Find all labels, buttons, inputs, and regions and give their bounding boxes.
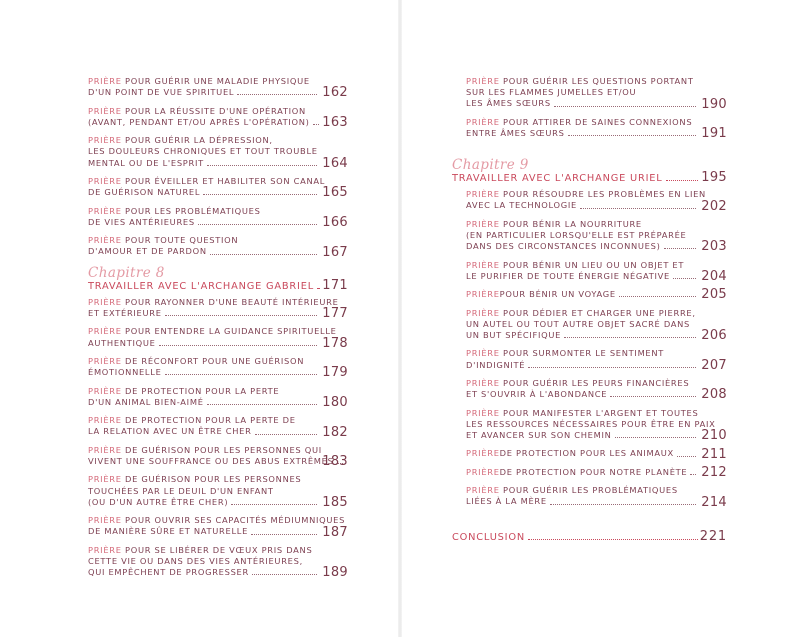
dot-leader [677, 456, 696, 457]
toc-entry[interactable] [88, 545, 348, 579]
toc-entry-line [466, 189, 706, 200]
toc-entry-line [88, 567, 320, 578]
toc-entry-line-text: CETTE VIE OU DANS DES VIES ANTÉRIEURES, [88, 555, 303, 566]
keyword-priere: PRIÈRE [466, 116, 500, 127]
dot-leader [207, 404, 317, 405]
toc-entry-line-text: AVEC LA TECHNOLOGIE [466, 200, 577, 211]
toc-entry-line [466, 485, 699, 496]
left-toc-column [88, 76, 348, 586]
toc-entry-line [88, 106, 320, 117]
page-number: 163 [322, 115, 348, 130]
toc-entry-line-text: D'UN POINT DE VUE SPIRITUEL [88, 87, 235, 98]
page-number: 162 [322, 85, 348, 101]
toc-entry[interactable] [88, 206, 348, 228]
toc-entry-line [88, 415, 320, 426]
toc-entry-line-text: DE PROTECTION POUR LA PERTE DE [125, 415, 296, 426]
keyword-priere: PRIÈRE [466, 485, 500, 496]
keyword-priere: PRIÈRE [88, 105, 122, 116]
dot-leader [165, 374, 317, 375]
toc-entry[interactable] [466, 446, 727, 462]
toc-entry-line-text: POUR ENTENDRE LA GUIDANCE SPIRITUELLE [125, 326, 337, 337]
toc-entry-line-text: DE RÉCONFORT POUR UNE GUÉRISON [125, 355, 305, 366]
dot-leader [528, 539, 698, 540]
dot-leader [255, 434, 317, 435]
toc-entry-line [88, 545, 320, 556]
toc-entry-line [88, 326, 337, 337]
toc-entry-text [88, 326, 337, 348]
toc-entry-text [466, 348, 699, 370]
toc-entry-line [466, 219, 699, 230]
toc-entry-text [88, 135, 320, 169]
toc-entry-line-text: (OU D'UN AUTRE ÊTRE CHER) [88, 496, 229, 507]
toc-entry-text [466, 76, 699, 110]
toc-entry-line [88, 117, 320, 128]
toc-entry-line-text: D'AMOUR ET DE PARDON [88, 246, 207, 257]
page-number: 204 [701, 269, 727, 284]
dot-leader [615, 437, 696, 438]
toc-entry-line-text: (AVANT, PENDANT ET/OU APRÈS L'OPÉRATION) [88, 116, 310, 127]
toc-entry-line [466, 360, 699, 371]
keyword-priere: PRIÈRE [466, 259, 500, 270]
toc-entry-line [88, 175, 326, 187]
dot-leader [664, 248, 696, 249]
toc-entry-line [88, 515, 346, 526]
left-entries-top [88, 76, 348, 258]
toc-entry-line [88, 135, 320, 146]
toc-entry-line-text: POUR TOUTE QUESTION [125, 235, 239, 246]
keyword-priere: PRIÈRE [466, 307, 500, 318]
dot-leader [690, 474, 696, 475]
toc-entry-text [88, 444, 334, 467]
toc-entry-line [466, 418, 716, 430]
toc-entry-line-text: (EN PARTICULIER LORSQU'ELLE EST PRÉPARÉE [466, 230, 687, 240]
dot-leader [580, 208, 696, 209]
keyword-priere: PRIÈRE [466, 218, 500, 229]
toc-entry-line-text: POUR LES PROBLÉMATIQUES [125, 205, 261, 216]
page-number: 190 [701, 96, 727, 112]
toc-entry-line [88, 87, 320, 98]
toc-entry[interactable] [466, 464, 727, 480]
chapter-9-label: Chapitre 9 [452, 157, 529, 174]
toc-entry-line-text: SUR LES FLAMMES JUMELLES ET/OU [466, 87, 637, 98]
toc-entry-line [466, 289, 699, 300]
toc-entry-line [466, 389, 699, 400]
keyword-priere: PRIÈRE [466, 448, 500, 459]
toc-entry[interactable] [88, 415, 348, 440]
toc-entry[interactable] [466, 189, 727, 214]
page-number: 180 [322, 394, 348, 410]
toc-entry-line [88, 296, 339, 308]
toc-entry[interactable] [88, 355, 348, 381]
toc-entry-line-text: LES DOULEURS CHRONIQUES ET TOUT TROUBLE [88, 146, 318, 157]
page-number: 164 [322, 155, 348, 171]
chapter-page-number: 171 [322, 277, 348, 293]
toc-entry-line-text: DE GUÉRISON NATUREL [88, 187, 201, 198]
toc-entry-line [466, 241, 699, 252]
toc-entry[interactable] [88, 444, 348, 470]
toc-entry-line-text: AUTHENTIQUE [88, 337, 156, 348]
toc-entry-line-text: UN AUTEL OU TOUT AUTRE OBJET SACRÉ DANS [466, 318, 691, 329]
toc-entry-line [466, 128, 699, 139]
toc-entry[interactable] [466, 348, 727, 373]
toc-entry-text [88, 415, 320, 437]
toc-entry-line-text: TOUCHÉES PAR LE DEUIL D'UN ENFANT [88, 485, 274, 496]
toc-entry-line [466, 76, 699, 87]
toc-entry-line [88, 526, 320, 537]
left-entries-chapter [88, 297, 348, 579]
toc-entry-text [466, 219, 699, 253]
toc-entry[interactable] [466, 308, 727, 342]
keyword-priere: PRIÈRE [466, 377, 500, 388]
toc-entry-line-text: DE PROTECTION POUR LA PERTE [125, 385, 280, 396]
toc-entry-line [88, 445, 320, 456]
dot-leader [666, 180, 698, 181]
toc-entry-line [466, 467, 699, 478]
page-number: 191 [701, 126, 727, 142]
page-number: 182 [322, 424, 348, 440]
toc-entry-line [466, 87, 699, 98]
conclusion-page-number: 221 [699, 528, 727, 544]
page-number: 167 [322, 244, 348, 260]
dot-leader [554, 106, 696, 107]
toc-entry-line-text: LE PURIFIER DE TOUTE ÉNERGIE NÉGATIVE [466, 270, 670, 281]
chapter-8-label: Chapitre 8 [88, 264, 165, 281]
toc-entry-line [88, 308, 320, 319]
toc-entry-line-text: POUR BÉNIR UN VOYAGE [499, 289, 616, 300]
dot-leader [313, 124, 319, 125]
toc-entry-line [88, 455, 334, 467]
keyword-priere: PRIÈRE [88, 544, 122, 555]
right-toc-column [452, 76, 727, 543]
dot-leader [619, 296, 696, 297]
toc-entry-line [466, 448, 699, 459]
toc-entry-line-text: POUR BÉNIR LA NOURRITURE [503, 218, 642, 229]
toc-entry[interactable] [88, 175, 348, 201]
dot-leader [198, 224, 317, 225]
page-number: 212 [701, 464, 727, 480]
keyword-priere: PRIÈRE [88, 135, 122, 146]
toc-entry-text [88, 175, 326, 198]
toc-entry-line-text: POUR BÉNIR UN LIEU OU UN OBJET ET [503, 259, 685, 270]
toc-entry-line-text: POUR GUÉRIR UNE MALADIE PHYSIQUE [125, 76, 310, 86]
toc-entry-line-text: QUI EMPÊCHENT DE PROGRESSER [88, 567, 249, 578]
toc-entry-line-text: ET AVANCER SUR SON CHEMIN [466, 429, 612, 440]
toc-entry-text [88, 545, 320, 579]
toc-entry-line [466, 230, 699, 241]
keyword-priere: PRIÈRE [88, 175, 122, 186]
page-number: 183 [322, 454, 348, 470]
toc-entry-line-text: POUR GUÉRIR LES PEURS FINANCIÈRES [503, 377, 690, 388]
keyword-priere: PRIÈRE [88, 415, 122, 426]
toc-entry-line [88, 158, 320, 169]
toc-entry-line-text: DANS DES CIRCONSTANCES INCONNUES) [466, 241, 661, 252]
toc-entry-line [466, 408, 699, 419]
page-number: 187 [322, 524, 348, 540]
page-number: 202 [701, 198, 727, 214]
keyword-priere: PRIÈRE [466, 466, 500, 477]
toc-entry-line [466, 98, 699, 109]
right-entries-top [466, 76, 727, 142]
toc-entry-line [88, 426, 320, 437]
toc-entry-line [88, 497, 320, 508]
keyword-priere: PRIÈRE [466, 76, 500, 86]
toc-entry-line-text: LIÉES À LA MÈRE [466, 496, 547, 507]
chapter-8-title[interactable] [88, 277, 348, 293]
toc-entry[interactable] [88, 106, 348, 128]
keyword-priere: PRIÈRE [466, 189, 500, 200]
toc-entry-line [88, 217, 320, 228]
toc-entry[interactable] [88, 386, 348, 408]
page-number: 165 [322, 185, 348, 201]
toc-entry[interactable] [466, 219, 727, 253]
toc-entry-line [88, 486, 320, 497]
chapter-title-text: TRAVAILLER AVEC L'ARCHANGE GABRIEL [88, 280, 314, 292]
keyword-priere: PRIÈRE [88, 385, 122, 396]
page-number: 214 [701, 494, 727, 510]
toc-entry-line-text: LES ÂMES SŒURS [466, 98, 551, 109]
chapter-title-text: TRAVAILLER AVEC L'ARCHANGE URIEL [452, 173, 663, 185]
toc-entry-line-text: POUR ÉVEILLER ET HABILITER SON CANAL [125, 175, 326, 186]
conclusion-title: CONCLUSION [452, 531, 526, 543]
toc-entry-line-text: D'UN ANIMAL BIEN-AIMÉ [88, 396, 204, 407]
toc-entry-line-text: DE VIES ANTÉRIEURES [88, 216, 195, 227]
toc-entry[interactable] [466, 116, 727, 142]
dot-leader [231, 504, 317, 505]
toc-entry-text [88, 356, 320, 378]
page-number: 206 [701, 328, 727, 344]
toc-entry-line-text: DE PROTECTION POUR NOTRE PLANÈTE [499, 466, 688, 477]
right-entries-chapter [466, 189, 727, 510]
dot-leader [203, 194, 317, 195]
toc-entry[interactable] [88, 135, 348, 169]
page-number: 208 [701, 387, 727, 403]
keyword-priere: PRIÈRE [466, 407, 500, 418]
page-number: 166 [322, 214, 348, 230]
toc-entry-line [466, 260, 699, 271]
toc-entry-line [466, 496, 699, 507]
toc-entry-text [466, 485, 699, 507]
toc-entry-text [88, 474, 320, 508]
dot-leader [610, 396, 696, 397]
toc-entry[interactable] [466, 485, 727, 510]
page-number: 189 [322, 565, 348, 581]
toc-entry[interactable] [466, 377, 727, 403]
toc-entry-line-text: ÉMOTIONNELLE [88, 367, 162, 378]
toc-entry-line-text: POUR GUÉRIR LES QUESTIONS PORTANT [503, 76, 694, 86]
toc-entry-line [466, 117, 699, 128]
dot-leader [528, 367, 696, 368]
keyword-priere: PRIÈRE [88, 326, 122, 337]
dot-leader [673, 278, 696, 279]
toc-entry-line-text: UN BUT SPÉCIFIQUE [466, 329, 562, 340]
toc-entry-text [466, 260, 699, 282]
toc-entry-line-text: POUR GUÉRIR LA DÉPRESSION, [125, 135, 273, 146]
toc-entry[interactable] [88, 296, 348, 322]
page-number: 177 [322, 306, 348, 322]
toc-entry-line [466, 319, 699, 330]
dot-leader [564, 337, 696, 338]
toc-entry-line-text: DE PROTECTION POUR LES ANIMAUX [499, 448, 674, 459]
keyword-priere: PRIÈRE [88, 474, 122, 485]
toc-entry-text [466, 308, 699, 342]
toc-entry[interactable] [466, 76, 727, 110]
keyword-priere: PRIÈRE [466, 348, 500, 359]
toc-entry-line-text: DE MANIÈRE SÛRE ET NATURELLE [88, 526, 249, 537]
toc-entry-line [88, 474, 320, 485]
toc-entry-text [88, 206, 320, 228]
toc-entry-line-text: POUR RÉSOUDRE LES PROBLÈMES EN LIEN [503, 189, 706, 200]
toc-entry-text [466, 289, 699, 300]
dot-leader [317, 288, 319, 289]
toc-entry-line-text: MENTAL OU DE L'ESPRIT [88, 157, 204, 168]
toc-entry-text [466, 189, 706, 211]
toc-entry-line [466, 430, 699, 441]
keyword-priere: PRIÈRE [88, 76, 122, 86]
toc-entry-text [466, 467, 699, 478]
dot-leader [237, 94, 317, 95]
toc-entry-line [466, 330, 699, 341]
toc-entry-line-text: POUR SURMONTER LE SENTIMENT [503, 348, 665, 359]
toc-entry-text [466, 117, 699, 139]
page-number: 185 [322, 494, 348, 510]
toc-entry-line [466, 200, 699, 211]
toc-entry-line [88, 397, 320, 408]
toc-entry-line-text: POUR ATTIRER DE SAINES CONNEXIONS [503, 116, 693, 127]
toc-entry-line [88, 367, 320, 378]
toc-entry-line-text: POUR SE LIBÉRER DE VŒUX PRIS DANS [125, 544, 313, 555]
keyword-priere: PRIÈRE [88, 235, 122, 246]
toc-entry-line-text: POUR DÉDIER ET CHARGER UNE PIERRE, [503, 307, 696, 318]
toc-entry-line-text: ENTRE ÂMES SŒURS [466, 128, 565, 138]
keyword-priere: PRIÈRE [466, 289, 500, 300]
chapter-9-title[interactable] [452, 170, 727, 186]
toc-entry-line-text: LA RELATION AVEC UN ÊTRE CHER [88, 426, 252, 437]
toc-entry[interactable] [466, 408, 727, 442]
chapter-page-number: 195 [701, 170, 727, 186]
toc-entry[interactable] [466, 260, 727, 282]
dot-leader [568, 135, 696, 136]
toc-entry-line-text: POUR RAYONNER D'UNE BEAUTÉ INTÉRIEURE [125, 296, 339, 307]
toc-entry-line-text: ET EXTÉRIEURE [88, 307, 162, 318]
keyword-priere: PRIÈRE [88, 296, 122, 307]
toc-entry-line-text: POUR OUVRIR SES CAPACITÉS MÉDIUMNIQUES [125, 515, 346, 526]
keyword-priere: PRIÈRE [88, 355, 122, 366]
dot-leader [210, 254, 317, 255]
toc-entry-text [88, 235, 320, 257]
toc-entry-line [466, 378, 699, 389]
toc-entry-line-text: DE GUÉRISON POUR LES PERSONNES [125, 474, 302, 485]
keyword-priere: PRIÈRE [88, 205, 122, 216]
toc-entry-text [88, 76, 320, 98]
toc-entry-line-text: DE GUÉRISON POUR LES PERSONNES QUI [125, 444, 322, 455]
dot-leader [207, 165, 317, 166]
toc-entry-line [466, 348, 699, 359]
right-page [400, 0, 800, 637]
page-number: 178 [322, 335, 348, 351]
dot-leader [251, 534, 317, 535]
toc-entry-line-text: D'INDIGNITÉ [466, 359, 526, 370]
dot-leader [550, 504, 696, 505]
toc-entry-text [466, 448, 699, 459]
toc-entry-line [88, 356, 320, 367]
toc-entry-line-text: POUR MANIFESTER L'ARGENT ET TOUTES [503, 407, 699, 418]
toc-entry-line-text: LES RESSOURCES NÉCESSAIRES POUR ÊTRE EN PAIX [466, 418, 716, 429]
dot-leader [159, 345, 317, 346]
toc-entry[interactable] [88, 76, 348, 101]
page-number: 210 [701, 428, 727, 444]
toc-entry[interactable] [88, 326, 348, 351]
toc-entry-line [88, 338, 320, 349]
toc-entry-line [88, 187, 320, 198]
toc-entry-line-text: POUR LA RÉUSSITE D'UNE OPÉRATION [125, 105, 306, 116]
toc-entry-line-text: ET S'OUVRIR À L'ABONDANCE [466, 389, 608, 400]
page-number: 211 [701, 446, 727, 462]
keyword-priere: PRIÈRE [88, 515, 122, 526]
toc-entry[interactable] [88, 474, 348, 508]
toc-entry-line-text: POUR GUÉRIR LES PROBLÉMATIQUES [503, 485, 678, 496]
toc-entry-line [88, 556, 320, 567]
toc-entry-line [88, 235, 320, 246]
toc-entry-line-text: VIVENT UNE SOUFFRANCE OU DES ABUS EXTRÊMES [88, 455, 334, 466]
toc-entry-line [88, 386, 320, 397]
keyword-priere: PRIÈRE [88, 444, 122, 455]
dot-leader [165, 315, 317, 316]
toc-entry-line [466, 308, 699, 319]
conclusion-entry[interactable] [452, 528, 727, 544]
page-number: 179 [322, 365, 348, 381]
toc-entry-line [466, 271, 699, 282]
toc-entry[interactable] [88, 235, 348, 260]
toc-entry-line [88, 76, 320, 87]
page-number: 203 [701, 239, 727, 255]
toc-entry-line [88, 246, 320, 257]
toc-entry-line [88, 206, 320, 217]
toc-entry-text [466, 378, 699, 400]
toc-entry[interactable] [466, 287, 727, 303]
toc-entry[interactable] [88, 515, 348, 540]
dot-leader [252, 574, 317, 575]
page-number: 207 [701, 357, 727, 373]
toc-entry-text [88, 386, 320, 408]
page-number: 205 [701, 287, 727, 303]
toc-entry-text [88, 106, 320, 128]
toc-entry-line [88, 146, 320, 157]
